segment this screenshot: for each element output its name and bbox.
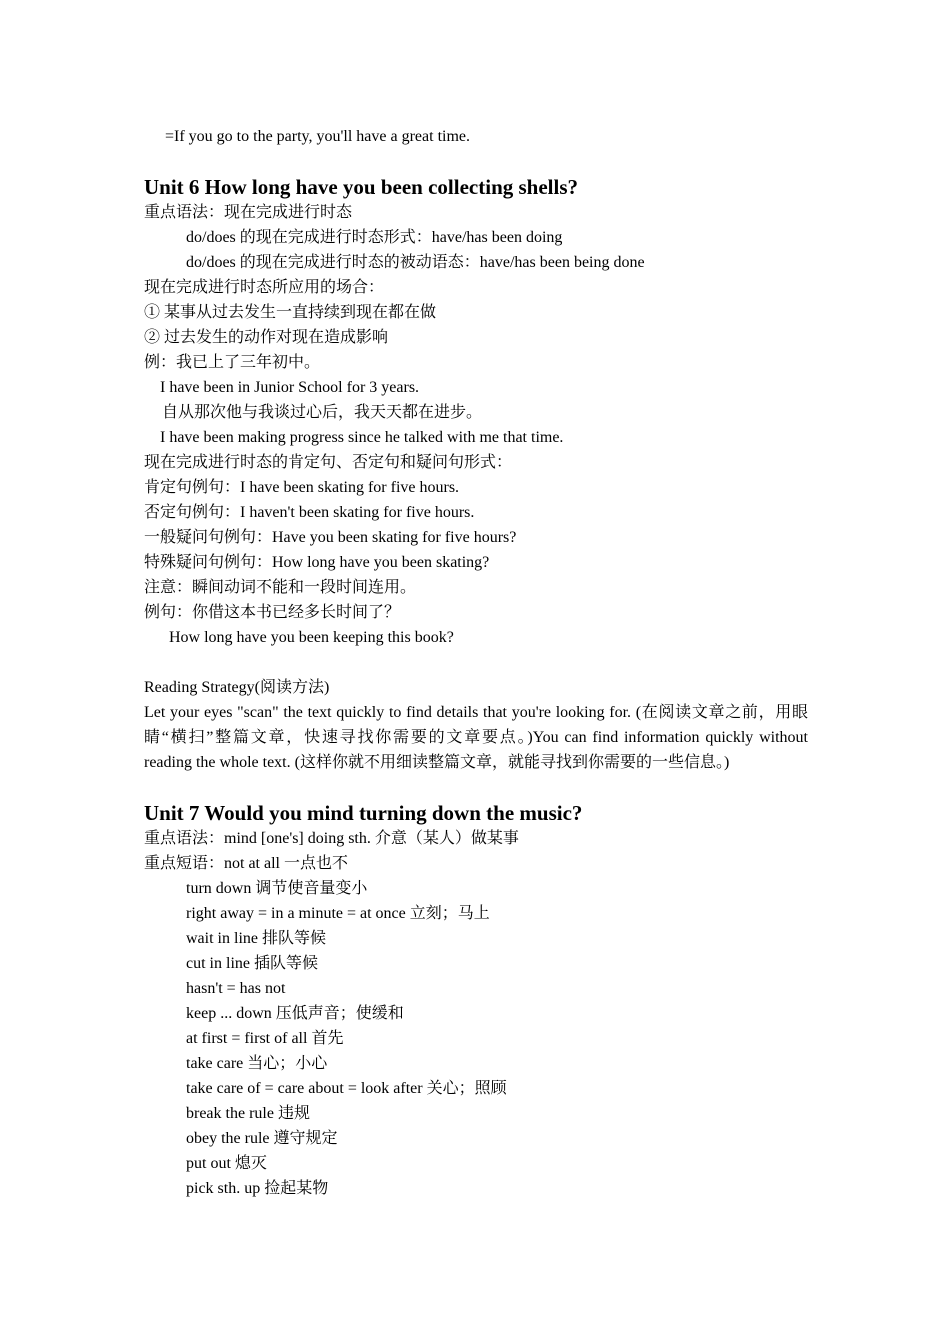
phrase-item: cut in line 插队等候 <box>186 955 318 972</box>
unit6-note-example-zh: 例句：你借这本书已经多长时间了？ <box>144 604 401 621</box>
unit6-grammar: 重点语法：现在完成进行时态 <box>144 204 353 221</box>
unit7-phrases-first: 重点短语：not at all 一点也不 <box>144 855 348 872</box>
unit7-title: Unit 7 Would you mind turning down the music? <box>144 801 583 825</box>
spacer <box>144 650 808 675</box>
unit6-example-1-en: I have been in Junior School for 3 years. <box>160 379 420 396</box>
unit6-negative: 否定句例句：I haven't been skating for five hours. <box>144 504 475 521</box>
unit7-grammar: 重点语法：mind [one's] doing sth. 介意（某人）做某事 <box>144 830 519 847</box>
unit6-example-2-en: I have been making progress since he talked with me that time. <box>160 429 564 446</box>
unit6-usage-2: ② 过去发生的动作对现在造成影响 <box>144 329 389 346</box>
unit6-usage-1: ① 某事从过去发生一直持续到现在都在做 <box>144 304 437 321</box>
document-page <box>144 124 808 1201</box>
phrase-item: wait in line 排队等候 <box>186 930 326 947</box>
phrase-item: right away = in a minute = at once 立刻；马上 <box>186 905 490 922</box>
unit6-affirmative: 肯定句例句：I have been skating for five hours. <box>144 479 460 496</box>
unit6-form-active: do/does 的现在完成进行时态形式：have/has been doing <box>186 229 563 246</box>
unit6-example-label: 例：我已上了三年初中。 <box>144 354 321 371</box>
phrase-item: turn down 调节使音量变小 <box>186 880 368 897</box>
reading-strategy-title: Reading Strategy(阅读方法) <box>144 679 330 696</box>
phrase-item: obey the rule 遵守规定 <box>186 1130 338 1147</box>
phrase-item: keep ... down 压低声音；使缓和 <box>186 1005 404 1022</box>
unit6-wh-question: 特殊疑问句例句：How long have you been skating? <box>144 554 490 571</box>
unit6-example-2-zh: 自从那次他与我谈过心后，我天天都在进步。 <box>162 404 483 421</box>
phrase-item: put out 熄灭 <box>186 1155 267 1172</box>
phrase-item: at first = first of all 首先 <box>186 1030 344 1047</box>
phrase-item: take care 当心；小心 <box>186 1055 328 1072</box>
unit6-form-passive: do/does 的现在完成进行时态的被动语态：have/has been being done <box>186 254 645 271</box>
spacer <box>144 775 808 800</box>
intro-line: =If you go to the party, you'll have a great time. <box>165 128 470 145</box>
unit6-usage-title: 现在完成进行时态所应用的场合： <box>144 279 385 296</box>
spacer <box>144 149 808 174</box>
phrase-item: break the rule 违规 <box>186 1105 310 1122</box>
unit6-forms-title: 现在完成进行时态的肯定句、否定句和疑问句形式： <box>144 454 513 471</box>
unit6-title: Unit 6 How long have you been collecting shells? <box>144 175 579 199</box>
reading-strategy-body: Let your eyes "scan" the text quickly to find details that you're looking for. (在阅读文章之前，用眼睛“横扫”整篇文章，快速寻找你需要的文章要点。)You can find information quickly without reading the whole text. (这样你就不用细读整篇文章，就能寻找到你需要的一些信息。) <box>144 704 808 771</box>
phrase-item: pick sth. up 捡起某物 <box>186 1180 329 1197</box>
phrase-item: take care of = care about = look after 关心；照顾 <box>186 1080 507 1097</box>
unit6-yes-no-question: 一般疑问句例句：Have you been skating for five hours? <box>144 529 517 546</box>
phrase-item: hasn't = has not <box>186 980 286 997</box>
unit6-note-example-en: How long have you been keeping this book? <box>169 629 454 646</box>
unit6-note: 注意：瞬间动词不能和一段时间连用。 <box>144 579 417 596</box>
